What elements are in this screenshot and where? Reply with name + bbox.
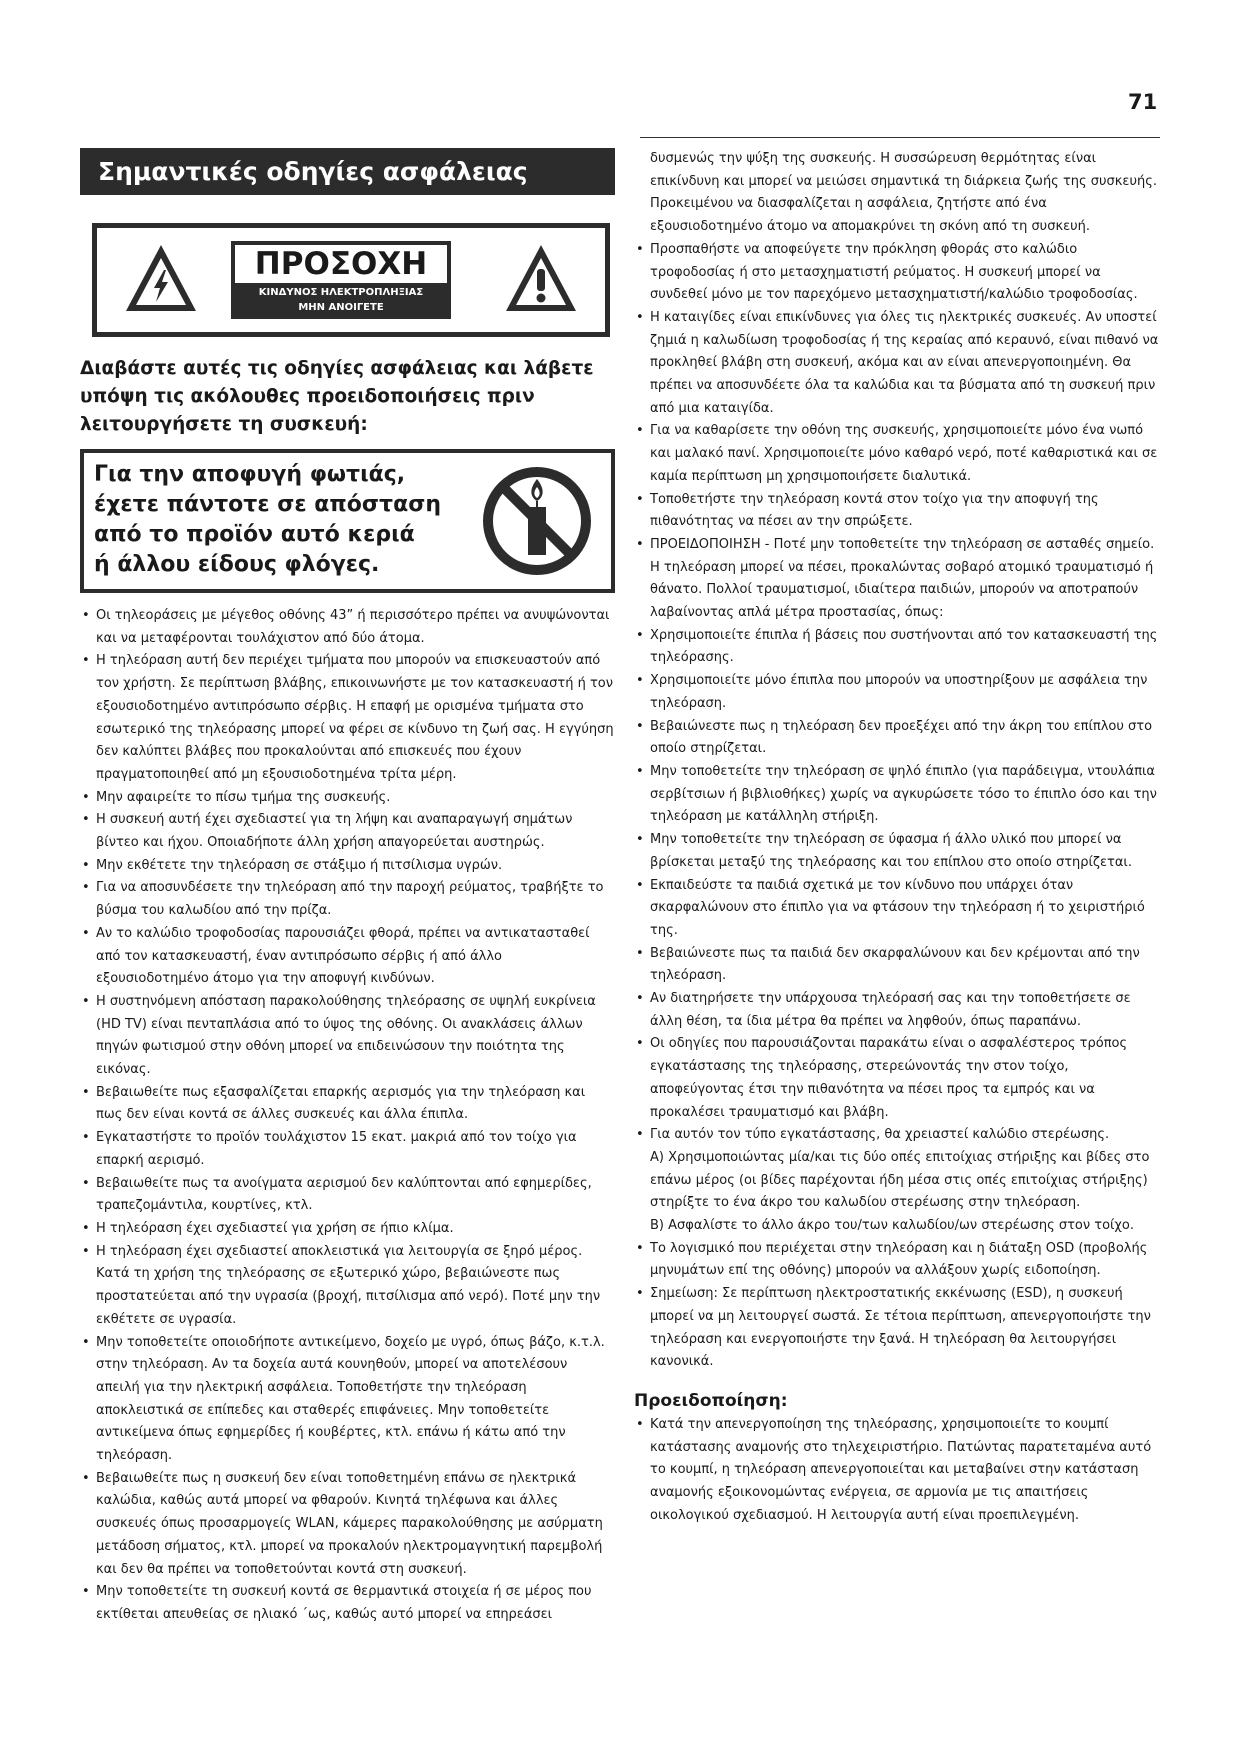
page-number: 71 <box>1128 90 1158 114</box>
list-item: • Βεβαιωθείτε πως εξασφαλίζεται επαρκής αερισμός για την τηλεόραση και πως δεν είναι κοντά σε άλλες συσκευές και άλλα έπιπλα. <box>80 1082 615 1127</box>
list-item: • Προσπαθήστε να αποφεύγετε την πρόκληση φθοράς στο καλώδιο τροφοδοσίας ή στο μετασχηματιστή ρεύματος. Η συσκευή μπορεί να συνδεθεί μόνο με τον παρεχόμενο μετασχηματιστή/καλώδιο τροφοδοσίας. <box>634 239 1162 307</box>
list-item: • Μην εκθέτετε την τηλεόραση σε στάξιμο ή πιτσίλισμα υγρών. <box>80 855 615 878</box>
fire-warning-line: Για την αποφυγή φωτιάς, <box>94 462 406 487</box>
no-open-flame-icon <box>481 465 593 577</box>
list-item: • Για να καθαρίσετε την οθόνη της συσκευής, χρησιμοποιείτε μόνο ένα νωπό και μαλακό πανί. Χρησιμοποιείτε μόνο καθαρό νερό, ποτέ καθαριστικά και σε καμία περίπτωση μη χρησιμοποιήσετε διαλυτικά. <box>634 420 1162 488</box>
list-item: • Η καταιγίδες είναι επικίνδυνες για όλες τις ηλεκτρικές συσκευές. Αν υποστεί ζημιά η καλωδίωση τροφοδοσίας ή της κεραίας από κεραυνό, είναι πιθανό να προκληθεί βλάβη στη συσκευή, ακόμα και αν είναι απενεργοποιημένη. Θα πρέπει να αποσυνδέετε όλα τα καλώδια και τα βύσματα από τη συσκευή πριν από μια καταιγίδα. <box>634 307 1162 421</box>
section-title: Σημαντικές οδηγίες ασφάλειας <box>80 148 615 195</box>
list-item: • Βεβαιώνεστε πως η τηλεόραση δεν προεξέχει από την άκρη του επίπλου στο οποίο στηρίζεται. <box>634 716 1162 761</box>
list-item: • Η συσκευή αυτή έχει σχεδιαστεί για τη λήψη και αναπαραγωγή σημάτων βίντεο και ήχου. Οποιαδήποτε άλλη χρήση απαγορεύεται αυστηρώς. <box>80 809 615 854</box>
list-item: • Η συστηνόμενη απόσταση παρακολούθησης τηλεόρασης σε υψηλή ευκρίνεια (HD TV) είναι πενταπλάσια από το ύψος της οθόνης. Οι ανακλάσεις άλλων πηγών φωτισμού στην οθόνη μπορεί να επιδεινώσουν την ποιότητα της εικόνας. <box>80 991 615 1082</box>
warning-list <box>634 1414 1162 1528</box>
list-item: • Μην τοποθετείτε οποιοδήποτε αντικείμενο, δοχείο με υγρό, όπως βάζο, κ.τ.λ. στην τηλεόραση. Αν τα δοχεία αυτά κουνηθούν, μπορεί να αποτελέσουν απειλή για την ηλεκτρική ασφάλεια. Τοποθετήστε την τηλεόραση αποκλειστικά σε επίπεδες και σταθερές επιφάνειες. Μην τοποθετείτε αντικείμενα όπως εφημερίδες ή κουβέρτες, κτλ. επάνω ή κάτω από την τηλεόραση. <box>80 1332 615 1468</box>
caution-subtext <box>231 285 451 315</box>
exclamation-warning-icon <box>503 242 579 314</box>
caution-label-panel <box>231 241 451 319</box>
list-item: • Βεβαιωθείτε πως η συσκευή δεν είναι τοποθετημένη επάνω σε ηλεκτρικά καλώδια, καθώς αυτά μπορεί να φθαρούν. Κινητά τηλέφωνα και άλλες συσκευές όπως προσαρμογείς WLAN, κάμερες παρακολούθησης με ασύρματη μετάδοση σήματος, κτλ. μπορεί να προκαλούν ηλεκτρομαγνητική παρεμβολή και δεν θα πρέπει να τοποθετούνται κοντά στη συσκευή. <box>80 1468 615 1582</box>
left-column <box>80 148 615 1627</box>
list-item: • Τοποθετήστε την τηλεόραση κοντά στον τοίχο για την αποφυγή της πιθανότητας να πέσει αν την σπρώξετε. <box>634 489 1162 534</box>
fire-warning-line: έχετε πάντοτε σε απόσταση <box>94 492 441 517</box>
right-column <box>634 148 1162 1527</box>
fire-warning-line: από το προϊόν αυτό κεριά <box>94 522 415 547</box>
list-item: • Η τηλεόραση έχει σχεδιαστεί αποκλειστικά για λειτουργία σε ξηρό μέρος. Κατά τη χρήση της τηλεόρασης σε εξωτερικό χώρο, βεβαιώνεστε πως προστατεύεται από την υγρασία (βροχή, πιτσίλισμα από νερό). Ποτέ μην την εκθέτετε σε υγρασία. <box>80 1241 615 1332</box>
warning-heading: Προειδοποίηση: <box>634 1390 788 1411</box>
right-notes-list <box>634 1238 1162 1374</box>
list-item: • Το λογισμικό που περιέχεται στην τηλεόραση και η διάταξη OSD (προβολής μηνυμάτων επί της οθόνης) μπορούν να αλλάξουν χωρίς ειδοποίηση. <box>634 1238 1162 1283</box>
list-item: • Χρησιμοποιείτε μόνο έπιπλα που μπορούν να υποστηρίξουν με ασφάλεια την τηλεόραση. <box>634 670 1162 715</box>
intro-line: λειτουργήσετε τη συσκευή: <box>80 414 368 435</box>
list-item: • Μην τοποθετείτε τη συσκευή κοντά σε θερμαντικά στοιχεία ή σε μέρος που εκτίθεται απευθείας σε ηλιακό ΄ως, καθώς αυτό μπορεί να επηρεάσει <box>80 1581 615 1626</box>
right-safety-list <box>634 239 1162 1147</box>
list-item: • Κατά την απενεργοποίηση της τηλεόρασης, χρησιμοποιείτε το κουμπί κατάστασης αναμονής στο τηλεχειριστήριο. Πατώντας παρατεταμένα αυτό το κουμπί, η τηλεόραση απενεργοποιείται και μεταβαίνει στην κατάσταση αναμονής εξοικονομώντας ενέργεια, σε αρμονία με τις απαιτήσεις οικολογικού σχεδιασμού. Η λειτουργία αυτή είναι προεπιλεγμένη. <box>634 1414 1162 1528</box>
caution-label <box>92 223 610 337</box>
install-step-b: B) Ασφαλίστε το άλλο άκρο του/των καλωδίου/ων στερέωσης στον τοίχο. <box>650 1218 1135 1234</box>
list-item: • Αν διατηρήσετε την υπάρχουσα τηλεόρασή σας και την τοποθετήσετε σε άλλη θέση, τα ίδια μέτρα θα πρέπει να ληφθούν, όπως παραπάνω. <box>634 988 1162 1033</box>
fire-warning-line: ή άλλου είδους φλόγες. <box>94 552 380 577</box>
fire-warning-box <box>80 449 615 593</box>
list-item: • Βεβαιωθείτε πως τα ανοίγματα αερισμού δεν καλύπτονται από εφημερίδες, τραπεζομάντιλα, κουρτίνες, κτλ. <box>80 1173 615 1218</box>
list-item: • Για να αποσυνδέσετε την τηλεόραση από την παροχή ρεύματος, τραβήξτε το βύσμα του καλωδίου από την πρίζα. <box>80 877 615 922</box>
list-item: • Για αυτόν τον τύπο εγκατάστασης, θα χρειαστεί καλώδιο στερέωσης. <box>634 1124 1162 1147</box>
list-item: • ΠΡΟΕΙΔΟΠΟΙΗΣΗ - Ποτέ μην τοποθετείτε την τηλεόραση σε ασταθές σημείο. Η τηλεόραση μπορεί να πέσει, προκαλώντας σοβαρό ατομικό τραυματισμό ή θάνατο. Πολλοί τραυματισμοί, ιδιαίτερα παιδιών, μπορούν να αποτραπούν λαβαίνοντας απλά μέτρα προστασίας, όπως: <box>634 534 1162 625</box>
intro-line: υπόψη τις ακόλουθες προειδοποιήσεις πριν <box>80 386 535 407</box>
list-item: • Οι τηλεοράσεις με μέγεθος οθόνης 43” ή περισσότερο πρέπει να ανυψώνονται και να μεταφέρονται τουλάχιστον από δύο άτομα. <box>80 605 615 650</box>
install-step-a: A) Χρησιμοποιώντας μία/και τις δύο οπές επιτοίχιας στήριξης και βίδες στο επάνω μέρος (οι βίδες παρέχονται ήδη μέσα στις οπές επιτοίχιας στήριξης) στηρίξτε το ένα άκρο του καλωδίου στερέωσης στην τηλεόραση. <box>650 1149 1150 1211</box>
list-item: • Εγκαταστήστε το προϊόν τουλάχιστον 15 εκατ. μακριά από τον τοίχο για επαρκή αερισμό. <box>80 1127 615 1172</box>
fire-warning-text <box>94 460 441 580</box>
list-item: • Μην τοποθετείτε την τηλεόραση σε ψηλό έπιπλο (για παράδειγμα, ντουλάπια σερβίτσιων ή βιβλιοθήκες) χωρίς να αγκυρώσετε τόσο το έπιπλο όσο και την τηλεόραση με κατάλληλη στήριξη. <box>634 761 1162 829</box>
header-rule <box>640 137 1160 138</box>
electric-shock-warning-icon <box>123 242 199 314</box>
caution-title: ΠΡΟΣΟΧΗ <box>235 245 447 283</box>
intro-heading <box>80 355 615 439</box>
list-item: • Χρησιμοποιείτε έπιπλα ή βάσεις που συστήνονται από τον κατασκευαστή της τηλεόρασης. <box>634 625 1162 670</box>
intro-line: Διαβάστε αυτές τις οδηγίες ασφάλειας και λάβετε <box>80 358 594 379</box>
list-item: • Εκπαιδεύστε τα παιδιά σχετικά με τον κίνδυνο που υπάρχει όταν σκαρφαλώνουν στο έπιπλο για να φτάσουν την τηλεόραση ή το χειριστήριό της. <box>634 875 1162 943</box>
list-item: • Αν το καλώδιο τροφοδοσίας παρουσιάζει φθορά, πρέπει να αντικατασταθεί από τον κατασκευαστή, έναν αντιπρόσωπο σέρβις ή από άλλο εξουσιοδοτημένο άτομο για την αποφυγή κινδύνων. <box>80 923 615 991</box>
list-item: • Η τηλεόραση αυτή δεν περιέχει τμήματα που μπορούν να επισκευαστούν από τον χρήστη. Σε περίπτωση βλάβης, επικοινωνήστε με τον κατασκευαστή ή τον εξουσιοδοτημένο αντιπρόσωπο σέρβις. Η επαφή με ορισμένα τμήματα στο εσωτερικό της τηλεόρασης μπορεί να φέρει σε κίνδυνο τη ζωή σας. Η εγγύηση δεν καλύπτει βλάβες που προκαλούνται από επισκευές που έχουν πραγματοποιηθεί από μη εξουσιοδοτημένα τρίτα μέρη. <box>80 650 615 786</box>
list-item: • Μην αφαιρείτε το πίσω τμήμα της συσκευής. <box>80 787 615 810</box>
list-item: • Βεβαιώνεστε πως τα παιδιά δεν σκαρφαλώνουν και δεν κρέμονται από την τηλεόραση. <box>634 943 1162 988</box>
list-item: • Μην τοποθετείτε την τηλεόραση σε ύφασμα ή άλλο υλικό που μπορεί να βρίσκεται μεταξύ της τηλεόρασης και του επίπλου στο οποίο στηρίζεται. <box>634 829 1162 874</box>
list-item: • Σημείωση: Σε περίπτωση ηλεκτροστατικής εκκένωσης (ESD), η συσκευή μπορεί να μη λειτουργεί σωστά. Σε τέτοια περίπτωση, απενεργοποιήστε την τηλεόραση και ενεργοποιήστε την ξανά. Η τηλεόραση θα λειτουργήσει κανονικά. <box>634 1283 1162 1374</box>
list-item: • Οι οδηγίες που παρουσιάζονται παρακάτω είναι ο ασφαλέστερος τρόπος εγκατάστασης της τηλεόρασης, στερεώνοντάς την στον τοίχο, αποφεύγοντας έτσι την πιθανότητα να πέσει προς τα εμπρός και να προκαλέσει τραυματισμό και βλάβη. <box>634 1033 1162 1124</box>
continued-paragraph: δυσμενώς την ψύξη της συσκευής. Η συσσώρευση θερμότητας είναι επικίνδυνη και μπορεί να μειώσει σημαντικά τη διάρκεια ζωής της συσκευής. Προκειμένου να διασφαλίζεται η ασφάλεια, ζητήστε από ένα εξουσιοδοτημένο άτομο να απομακρύνει τη σκόνη από τη συσκευή. <box>650 151 1157 235</box>
left-safety-list <box>80 605 615 1627</box>
caution-line-1: ΚΙΝΔΥΝΟΣ ΗΛΕΚΤΡΟΠΛΗΞΙΑΣ <box>258 287 424 298</box>
list-item: • Η τηλεόραση έχει σχεδιαστεί για χρήση σε ήπιο κλίμα. <box>80 1218 615 1241</box>
caution-line-2: ΜΗΝ ΑΝΟΙΓΕΤΕ <box>298 302 384 313</box>
